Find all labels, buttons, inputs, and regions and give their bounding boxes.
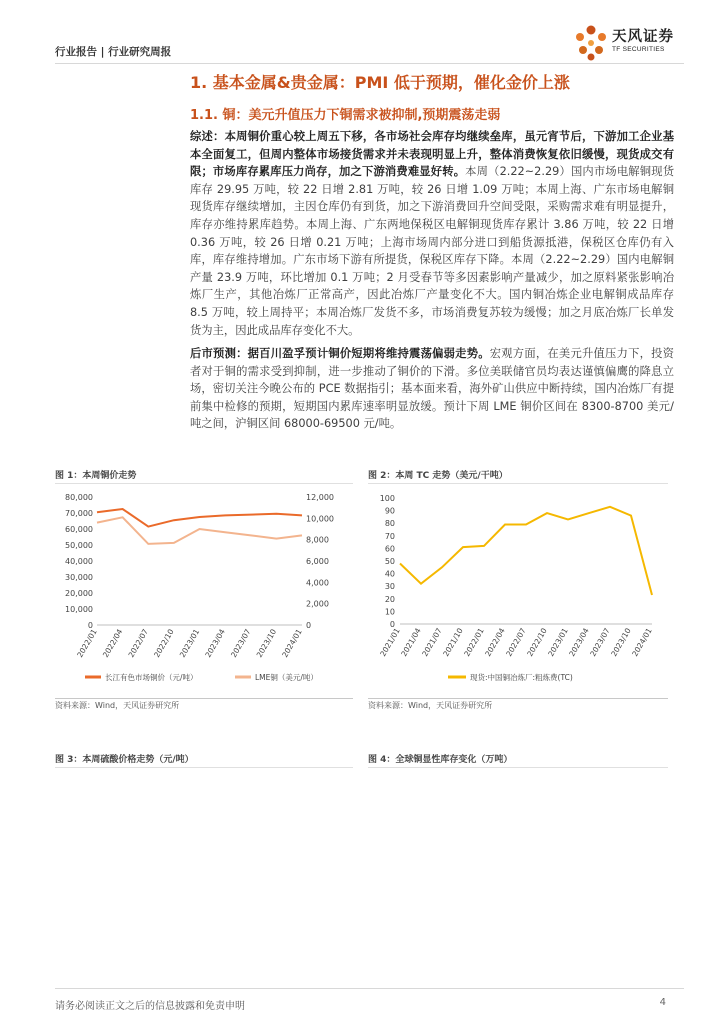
figure2-source: 资料来源：Wind，天风证券研究所 (368, 701, 493, 710)
footer-divider (55, 988, 684, 989)
logo-mark-icon (572, 24, 610, 62)
y-left-tick-label: 80,000 (65, 493, 93, 502)
y-left-tick-label: 10,000 (65, 605, 93, 614)
subsection-heading: 1.1. 铜：美元升值压力下铜需求被抑制,预期震荡走弱 (190, 108, 501, 123)
y-tick-label: 70 (384, 531, 395, 541)
y-left-tick-label: 50,000 (65, 541, 93, 550)
y-left-tick-label: 70,000 (65, 509, 93, 518)
figure2-title: 图 2：本周 TC 走势（美元/干吨） (368, 471, 508, 481)
x-tick-label: 2022/10 (152, 627, 176, 659)
y-right-tick-label: 2,000 (306, 599, 329, 609)
x-tick-label: 2021/01 (378, 626, 402, 658)
page-number: 4 (659, 997, 666, 1008)
figure1-source-rule (55, 698, 353, 699)
x-tick-label: 2022/04 (100, 627, 125, 659)
summary-lead: 综述：本周铜价重心较上周五下移，各市场社会库存均继续垒库，虽元宵节后，下游加工企业基本全面复工，但周内整体市场接货需求并未表现明显上升，整体消费恢复依旧缓慢，现货成交有限；市场库存累库压力尚存，加之下游消费难显好转。 (190, 130, 674, 179)
x-tick-label: 2022/01 (462, 626, 486, 658)
y-tick-label: 60 (384, 544, 395, 554)
figure1-rule (55, 483, 353, 484)
x-tick-label: 2022/04 (483, 626, 507, 658)
summary-body: 本周（2.22~2.29）国内市场电解铜现货库存 29.95 万吨，较 22 日增 2.81 万吨，较 26 日增 1.09 万吨；本周上海、广东市场电解铜现货库存继续增加，主因仓库仍有到货，加之下游消费回升空间受限，采购需求难有明显提升，库存亦维持累库趋势。本周上海、广东两地保税区电解铜现货库存累计 3.86 万吨，较 22 日增 0.36 万吨，较 26 日增 0.21 万吨；上海市场周内部分进口到船货源抵港，保税区仓库仍有入库，库存维持增加。广东市场下游有所提货，保税区库存下降。本周（2.22~2.29）国内电解铜产量 23.9 万吨，环比增加 0.1 万吨；2 月受春节等多因素影响产量减少，加之原料紧张影响冶炼厂生产，其他冶炼厂正常高产，因此冶炼厂产量变化不大。国内铜冶炼企业电解铜成品库存 8.5 万吨，较上周持平；本周冶炼厂发货不多，市场消费复苏较为缓慢；加之月底冶炼厂长单发货为主，因此成品库存变化不大。 (190, 165, 674, 337)
y-tick-label: 10 (384, 607, 395, 617)
x-tick-label: 2024/01 (630, 626, 654, 658)
figure2-rule (368, 483, 668, 484)
x-tick-label: 2021/04 (399, 626, 423, 658)
x-tick-label: 2022/10 (525, 626, 549, 658)
figure2-chart (368, 485, 670, 695)
y-tick-label: 50 (384, 557, 395, 566)
y-right-tick-label: 12,000 (306, 493, 334, 502)
x-tick-label: 2022/07 (504, 626, 528, 658)
figure3-title: 图 3：本周硫酸价格走势（元/吨） (55, 755, 194, 765)
legend-label: 现货:中国铜冶炼厂:粗炼费(TC) (470, 673, 573, 682)
y-left-tick-label: 40,000 (65, 557, 93, 566)
figure1-title: 图 1：本周铜价走势 (55, 471, 137, 481)
y-tick-label: 100 (379, 494, 395, 503)
company-logo (572, 24, 692, 62)
x-tick-label: 2023/07 (229, 627, 253, 659)
y-right-tick-label: 10,000 (306, 514, 334, 524)
legend-label: LME铜（美元/吨） (255, 673, 318, 682)
footer-disclaimer: 请务必阅读正文之后的信息披露和免责申明 (55, 1001, 245, 1012)
y-left-tick-label: 60,000 (65, 525, 93, 534)
figure3-rule (55, 767, 353, 768)
x-tick-label: 2024/01 (280, 627, 304, 659)
section-heading: 1. 基本金属&贵金属：PMI 低于预期，催化金价上涨 (190, 73, 570, 92)
x-tick-label: 2023/07 (588, 626, 612, 658)
x-tick-label: 2023/01 (177, 627, 202, 659)
figure1-source: 资料来源：Wind，天风证券研究所 (55, 701, 180, 710)
figure2-source-rule (368, 698, 668, 699)
y-tick-label: 40 (384, 569, 395, 579)
x-tick-label: 2021/10 (441, 626, 465, 658)
y-tick-label: 20 (384, 594, 395, 604)
header-divider (55, 63, 684, 64)
figure4-rule (368, 767, 668, 768)
x-tick-label: 2023/01 (546, 626, 570, 658)
outlook-paragraph (190, 345, 674, 433)
y-right-tick-label: 4,000 (306, 578, 329, 588)
report-category: 行业报告 | 行业研究周报 (55, 46, 172, 58)
y-tick-label: 30 (384, 582, 395, 592)
series-line (97, 517, 302, 544)
summary-paragraph (190, 128, 674, 339)
y-tick-label: 80 (384, 519, 395, 529)
y-tick-label: 90 (384, 506, 395, 516)
y-left-tick-label: 20,000 (65, 589, 93, 598)
x-tick-label: 2021/07 (420, 626, 444, 658)
x-tick-label: 2023/10 (254, 627, 279, 659)
y-right-tick-label: 8,000 (306, 535, 329, 545)
x-tick-label: 2022/07 (126, 627, 150, 659)
logo-text-cn: 天风证券 (612, 29, 674, 45)
outlook-lead: 后市预测：据百川盈孚预计铜价短期将维持震荡偏弱走势。 (190, 347, 490, 360)
figure4-title: 图 4：全球铜显性库存变化（万吨） (368, 755, 513, 765)
figure1-chart (55, 485, 355, 695)
logo-text-en: TF SECURITIES (612, 46, 665, 53)
y-right-tick-label: 0 (306, 621, 312, 630)
y-right-tick-label: 6,000 (306, 557, 329, 566)
y-left-tick-label: 0 (87, 621, 93, 630)
y-tick-label: 0 (389, 620, 395, 629)
legend-label: 长江有色市场铜价（元/吨） (105, 673, 198, 682)
outlook-body: 宏观方面，在美元升值压力下，投资者对于铜的需求受到抑制，进一步推动了铜价的下滑。多位美联储官员均表达谨慎偏鹰的降息立场，密切关注今晚公布的 PCE 数据指引；基本面来看，海外矿山供应中断持续，国内冶炼厂有提前集中检修的预期，短期国内累库速率明显放缓。预计下周 LME 铜价区间在 8300-8700 美元/吨之间，沪铜区间 68000-69500 元/吨。 (190, 347, 674, 431)
x-tick-label: 2023/04 (203, 627, 227, 659)
x-tick-label: 2023/10 (609, 626, 633, 658)
x-tick-label: 2022/01 (75, 627, 99, 659)
y-left-tick-label: 30,000 (65, 573, 93, 582)
series-line (400, 507, 652, 595)
x-tick-label: 2023/04 (567, 626, 591, 658)
